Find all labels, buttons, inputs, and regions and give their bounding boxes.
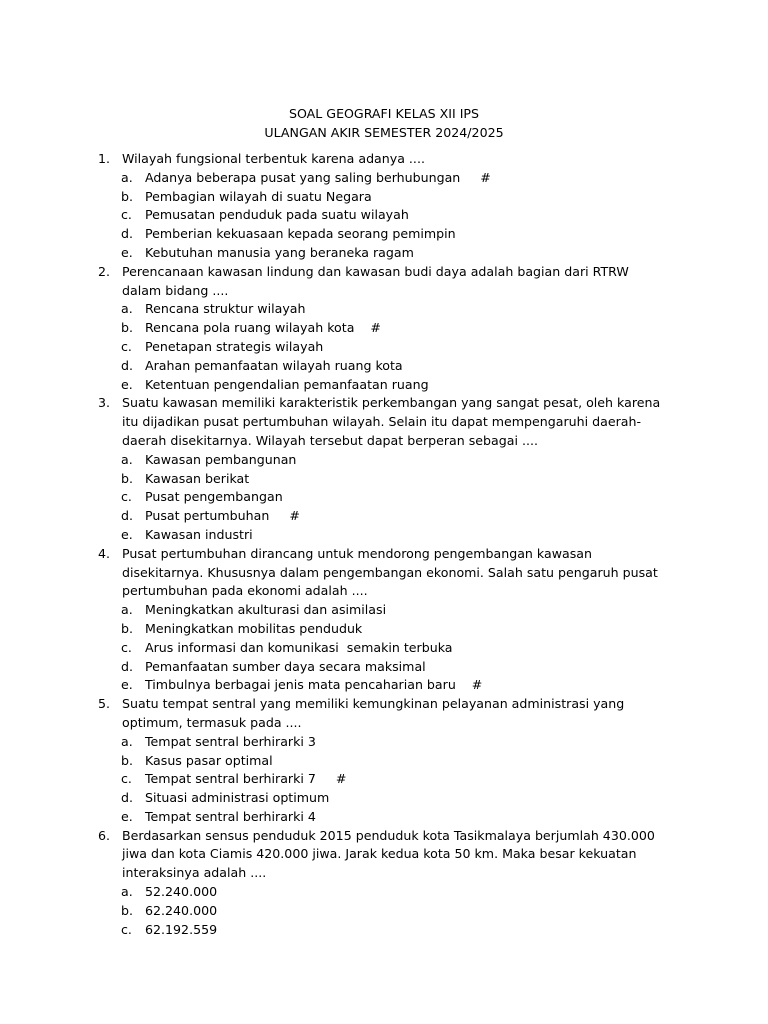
option-letter: b.: [121, 752, 133, 768]
option-text: Pembagian wilayah di suatu Negara: [145, 188, 372, 204]
answer-option: [0, 507, 768, 526]
answer-option: [0, 752, 768, 771]
option-letter: e.: [121, 808, 133, 824]
question-text: Suatu tempat sentral yang memiliki kemungkinan pelayanan administrasi yang optimum, termasuk pada ....: [122, 696, 625, 730]
answer-option: [0, 376, 768, 395]
answer-option: [0, 921, 768, 940]
question-number: 5.: [98, 696, 111, 712]
option-text: 52.240.000: [145, 884, 218, 900]
option-letter: b.: [121, 620, 133, 636]
answer-option: [0, 620, 768, 639]
question-text: Suatu kawasan memiliki karakteristik perkembangan yang sangat pesat, oleh karena itu dijadikan pusat pertumbuhan wilayah. Selain itu dapat mempengaruhi daerah- daerah disekitarnya. Wilayah tersebut dapat berperan sebagai ....: [122, 395, 661, 448]
question-number: 4.: [98, 545, 111, 561]
option-text: 62.192.559: [145, 921, 218, 937]
answer-option: [0, 658, 768, 677]
option-text: Rencana pola ruang wilayah kota #: [145, 320, 381, 336]
question-item: [0, 827, 768, 940]
option-letter: d.: [121, 790, 133, 806]
option-text: Penetapan strategis wilayah: [145, 338, 324, 354]
question-number: 1.: [98, 151, 111, 166]
option-text: Pusat pertumbuhan #: [145, 508, 300, 524]
option-text: Ketentuan pengendalian pemanfaatan ruang: [145, 376, 429, 392]
option-text: Tempat sentral berhirarki 7 #: [145, 771, 347, 787]
question-text: Perencanaan kawasan lindung dan kawasan budi daya adalah bagian dari RTRW dalam bidang ....: [122, 263, 629, 298]
answer-option: [0, 883, 768, 902]
answer-option: [0, 300, 768, 319]
question-item: [0, 695, 768, 827]
option-letter: e.: [121, 526, 133, 542]
option-text: Kasus pasar optimal: [145, 752, 273, 768]
option-letter: d.: [121, 658, 133, 674]
option-text: Pemberian kekuasaan kepada seorang pemimpin: [145, 226, 456, 242]
question-text: Pusat pertumbuhan dirancang untuk mendorong pengembangan kawasan disekitarnya. Khususnya dalam pengembangan ekonomi. Salah satu pengaruh pusat pertumbuhan pada ekonomi adalah ....: [122, 545, 658, 599]
option-letter: d.: [121, 357, 133, 373]
answer-option: [0, 225, 768, 244]
option-text: Arus informasi dan komunikasi semakin terbuka: [145, 639, 453, 655]
answer-option: [0, 338, 768, 357]
answer-option: [0, 470, 768, 489]
option-text: Meningkatkan mobilitas penduduk: [145, 620, 363, 636]
answer-option: [0, 488, 768, 507]
option-text: Pemusatan penduduk pada suatu wilayah: [145, 207, 409, 223]
answer-option: [0, 357, 768, 376]
answer-option: [0, 244, 768, 263]
option-letter: c.: [121, 338, 132, 354]
option-letter: e.: [121, 244, 133, 260]
answer-option: [0, 206, 768, 225]
option-letter: e.: [121, 376, 133, 392]
document-header: [0, 105, 768, 142]
option-text: 62.240.000: [145, 902, 218, 918]
question-item: [0, 263, 768, 395]
answer-option: [0, 733, 768, 752]
header-subtitle: ULANGAN AKIR SEMESTER 2024/2025: [264, 124, 504, 140]
question-text: Berdasarkan sensus penduduk 2015 penduduk kota Tasikmalaya berjumlah 430.000 jiwa dan kota Ciamis 420.000 jiwa. Jarak kedua kota 50 km. Maka besar kekuatan interaksinya adalah ....: [122, 827, 655, 881]
answer-option: [0, 169, 768, 188]
option-letter: a.: [121, 733, 133, 749]
option-text: Tempat sentral berhirarki 4: [145, 808, 316, 824]
option-letter: b.: [121, 902, 133, 918]
question-number: 3.: [98, 395, 111, 411]
option-text: Kebutuhan manusia yang beraneka ragam: [145, 244, 414, 260]
answer-option: [0, 676, 768, 695]
question-number: 6.: [98, 827, 111, 843]
option-letter: b.: [121, 188, 133, 204]
question-number: 2.: [98, 263, 111, 279]
option-letter: d.: [121, 226, 133, 242]
option-text: Rencana struktur wilayah: [145, 301, 306, 317]
question-item: [0, 150, 768, 263]
option-letter: b.: [121, 320, 133, 336]
question-item: [0, 545, 768, 695]
option-text: Tempat sentral berhirarki 3: [145, 733, 316, 749]
question-text: Wilayah fungsional terbentuk karena adanya ....: [122, 151, 425, 166]
option-text: Timbulnya berbagai jenis mata pencaharian baru #: [145, 677, 483, 693]
option-letter: c.: [121, 489, 132, 505]
answer-option: [0, 902, 768, 921]
option-text: Kawasan industri: [145, 526, 253, 542]
answer-option: [0, 188, 768, 207]
question-list: [0, 150, 768, 939]
option-text: Arahan pemanfaatan wilayah ruang kota: [145, 357, 403, 373]
option-letter: a.: [121, 602, 133, 618]
option-letter: c.: [121, 771, 132, 787]
answer-option: [0, 451, 768, 470]
option-letter: a.: [121, 169, 133, 185]
question-item: [0, 394, 768, 544]
option-letter: a.: [121, 451, 133, 467]
option-text: Situasi administrasi optimum: [145, 790, 330, 806]
option-text: Pusat pengembangan: [145, 489, 283, 505]
option-letter: a.: [121, 301, 133, 317]
answer-option: [0, 639, 768, 658]
option-text: Meningkatkan akulturasi dan asimilasi: [145, 602, 387, 618]
option-text: Kawasan berikat: [145, 470, 250, 486]
option-letter: a.: [121, 884, 133, 900]
answer-option: [0, 319, 768, 338]
answer-option: [0, 770, 768, 789]
option-letter: b.: [121, 470, 133, 486]
option-letter: d.: [121, 508, 133, 524]
option-text: Pemanfaatan sumber daya secara maksimal: [145, 658, 426, 674]
option-letter: e.: [121, 677, 133, 693]
header-title: SOAL GEOGRAFI KELAS XII IPS: [288, 106, 480, 121]
answer-option: [0, 601, 768, 620]
option-letter: c.: [121, 207, 132, 223]
option-letter: c.: [121, 921, 132, 937]
option-letter: c.: [121, 639, 132, 655]
answer-option: [0, 808, 768, 827]
answer-option: [0, 789, 768, 808]
answer-option: [0, 526, 768, 545]
option-text: Kawasan pembangunan: [145, 451, 297, 467]
option-text: Adanya beberapa pusat yang saling berhubungan #: [145, 169, 491, 185]
